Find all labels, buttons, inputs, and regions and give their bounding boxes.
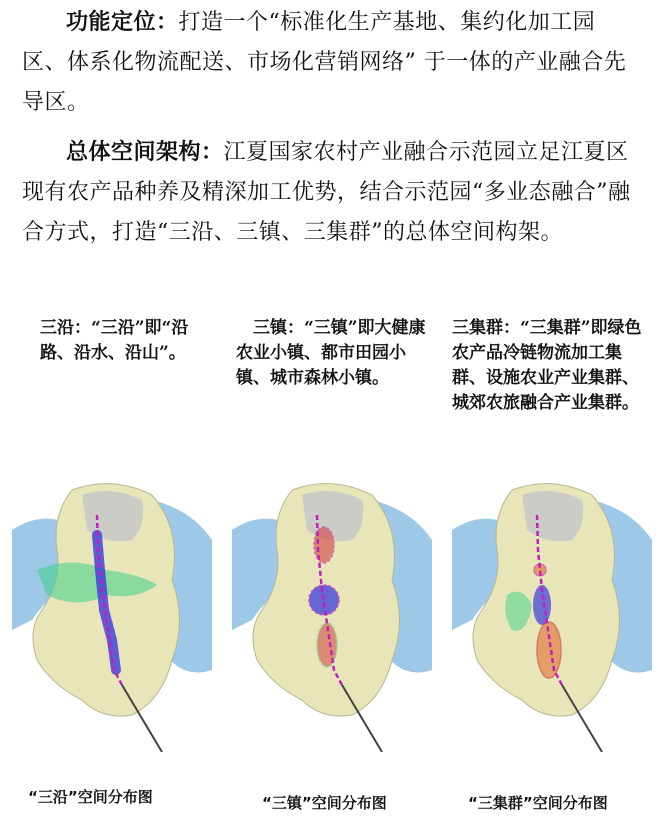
three-towns-map-caption: “三镇”空间分布图: [262, 794, 387, 812]
three-towns-map: [232, 470, 432, 752]
three-clusters-map: [452, 470, 652, 752]
function-positioning-text: 打造一个“标准化生产基地、集约化加工园区、体系化物流配送、市场化营销网络” 于一体的产业融合先导区。: [22, 10, 627, 115]
three-clusters-description: 三集群：“三集群”即绿色农产品冷链物流加工集群、设施农业产业集群、城郊农旅融合产业集群。: [452, 318, 642, 413]
function-positioning-lead: 功能定位：: [66, 9, 179, 35]
three-towns-description: 三镇：“三镇”即大健康农业小镇、都市田园小镇、城市森林小镇。: [236, 318, 426, 388]
three-clusters-map-caption: “三集群”空间分布图: [468, 794, 608, 812]
function-positioning-paragraph: [22, 2, 632, 123]
three-along-description: 三沿：“三沿”即“沿路、沿水、沿山”。: [40, 318, 189, 363]
spatial-framework-text: 江夏国家农村产业融合示范园立足江夏区现有农产品种养及精深加工优势，结合示范园“多业态融合”融合方式，打造“三沿、三镇、三集群”的总体空间构架。: [22, 140, 631, 245]
town-central-marker: [309, 585, 339, 615]
three-along-map-caption: “三沿”空间分布图: [28, 788, 153, 806]
three-along-map: [12, 470, 212, 752]
spatial-framework-lead: 总体空间架构：: [66, 139, 224, 165]
spatial-framework-paragraph: [22, 132, 632, 253]
